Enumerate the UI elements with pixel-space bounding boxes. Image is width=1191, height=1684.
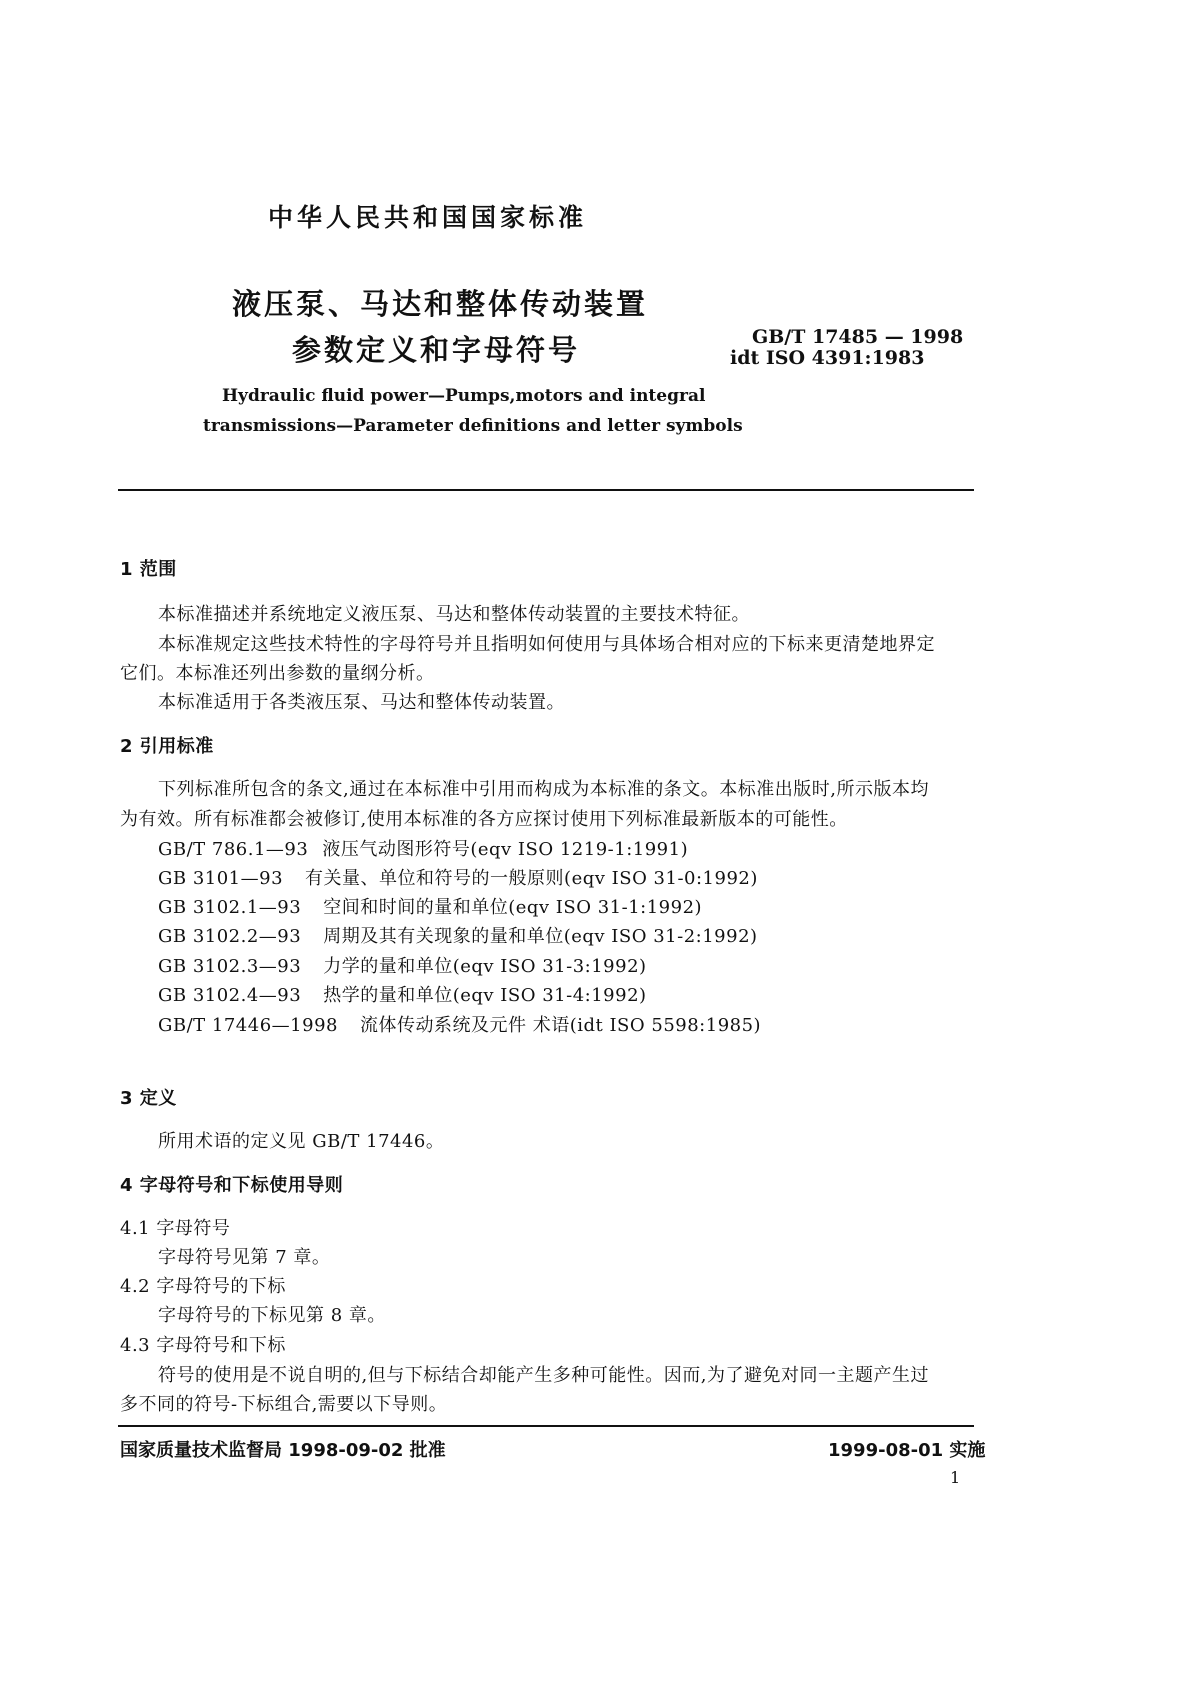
section-4-1-text: 字母符号见第 7 章。 xyxy=(158,1247,331,1268)
document-title-line-2: 参数定义和字母符号 xyxy=(292,333,581,367)
section-4-3-text-line-2: 多不同的符号-下标组合,需要以下导则。 xyxy=(120,1394,448,1415)
national-standard-heading: 中华人民共和国国家标准 xyxy=(268,203,588,232)
reference-code: GB 3102.3—93 xyxy=(158,956,302,977)
reference-title: 有关量、单位和符号的一般原则(eqv ISO 31-0:1992) xyxy=(305,868,758,889)
reference-code: GB 3101—93 xyxy=(158,868,284,889)
reference-code: GB 3102.1—93 xyxy=(158,897,302,918)
section-1-heading: 1 范围 xyxy=(120,559,177,580)
section-1-paragraph-1: 本标准描述并系统地定义液压泵、马达和整体传动装置的主要技术特征。 xyxy=(158,604,750,625)
section-4-heading: 4 字母符号和下标使用导则 xyxy=(120,1175,344,1196)
reference-title: 液压气动图形符号(eqv ISO 1219-1:1991) xyxy=(322,839,689,860)
reference-item-4 xyxy=(158,922,758,948)
section-4-2-text: 字母符号的下标见第 8 章。 xyxy=(158,1305,386,1326)
section-1-paragraph-3: 本标准适用于各类液压泵、马达和整体传动装置。 xyxy=(158,692,565,713)
reference-item-1 xyxy=(158,835,688,861)
reference-title: 流体传动系统及元件 术语(idt ISO 5598:1985) xyxy=(359,1015,762,1036)
section-2-heading: 2 引用标准 xyxy=(120,736,214,757)
reference-item-2 xyxy=(158,864,758,890)
reference-item-7 xyxy=(158,1011,761,1037)
effective-date: 1999-08-01 实施 xyxy=(828,1440,986,1461)
standard-code: GB/T 17485 — 1998 xyxy=(752,326,964,348)
reference-title: 空间和时间的量和单位(eqv ISO 31-1:1992) xyxy=(323,897,703,918)
reference-title: 周期及其有关现象的量和单位(eqv ISO 31-2:1992) xyxy=(323,926,758,947)
reference-code: GB/T 17446—1998 xyxy=(158,1015,338,1036)
header-divider xyxy=(118,489,974,491)
equivalent-iso-code: idt ISO 4391:1983 xyxy=(730,347,925,369)
reference-title: 热学的量和单位(eqv ISO 31-4:1992) xyxy=(323,985,647,1006)
section-3-paragraph: 所用术语的定义见 GB/T 17446。 xyxy=(158,1131,445,1152)
section-2-paragraph-line-2: 为有效。所有标准都会被修订,使用本标准的各方应探讨使用下列标准最新版本的可能性。 xyxy=(120,809,848,830)
section-4-3-heading: 4.3 字母符号和下标 xyxy=(120,1335,286,1356)
document-title-line-1: 液压泵、马达和整体传动装置 xyxy=(232,287,649,321)
section-4-1-heading: 4.1 字母符号 xyxy=(120,1218,231,1239)
reference-title: 力学的量和单位(eqv ISO 31-3:1992) xyxy=(323,956,647,977)
section-1-paragraph-2-line-2: 它们。本标准还列出参数的量纲分析。 xyxy=(120,663,435,684)
english-title-line-2: transmissions—Parameter definitions and letter symbols xyxy=(203,416,743,436)
footer-divider xyxy=(118,1425,974,1427)
section-1-paragraph-2-line-1: 本标准规定这些技术特性的字母符号并且指明如何使用与具体场合相对应的下标来更清楚地界定 xyxy=(158,634,935,655)
page-number: 1 xyxy=(950,1468,961,1487)
reference-item-6 xyxy=(158,981,647,1007)
reference-code: GB 3102.4—93 xyxy=(158,985,302,1006)
section-2-paragraph-line-1: 下列标准所包含的条文,通过在本标准中引用而构成为本标准的条文。本标准出版时,所示版本均 xyxy=(158,779,929,800)
reference-code: GB 3102.2—93 xyxy=(158,926,302,947)
section-3-heading: 3 定义 xyxy=(120,1088,177,1109)
section-4-2-heading: 4.2 字母符号的下标 xyxy=(120,1276,286,1297)
reference-code: GB/T 786.1—93 xyxy=(158,839,309,860)
reference-item-3 xyxy=(158,893,702,919)
section-4-3-text-line-1: 符号的使用是不说自明的,但与下标结合却能产生多种可能性。因而,为了避免对同一主题产生过 xyxy=(158,1365,929,1386)
english-title-line-1: Hydraulic fluid power—Pumps,motors and integral xyxy=(222,386,706,406)
approval-line: 国家质量技术监督局 1998-09-02 批准 xyxy=(120,1440,446,1461)
reference-item-5 xyxy=(158,952,647,978)
